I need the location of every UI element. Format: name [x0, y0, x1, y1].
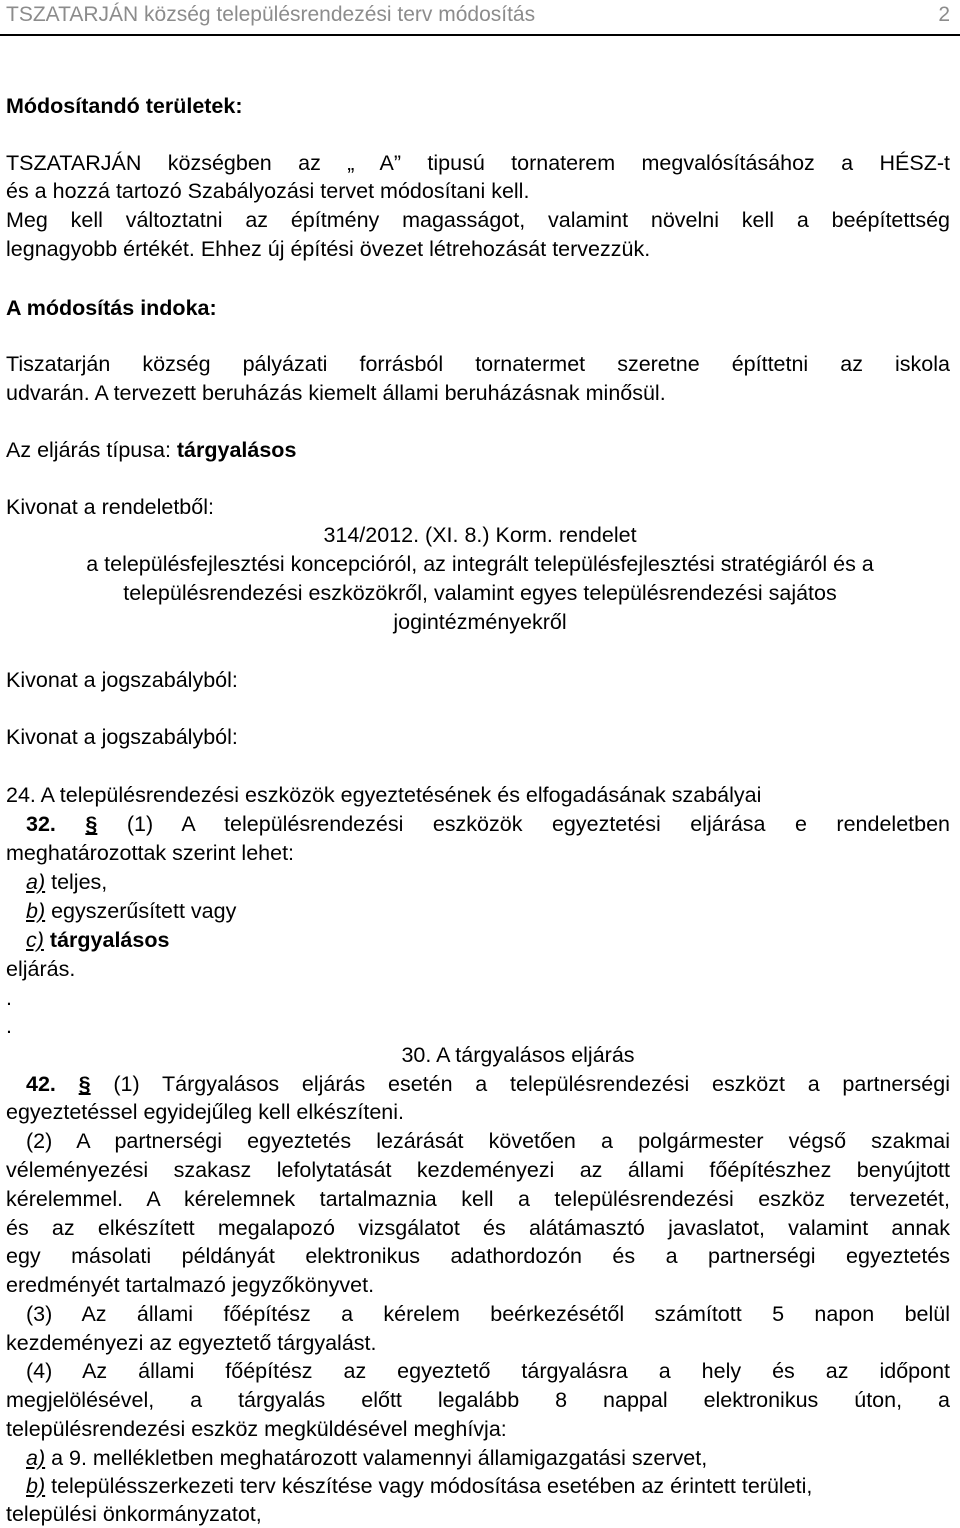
list-marker: b): [26, 1474, 46, 1498]
list-text: tárgyalásos: [49, 928, 170, 952]
list-item-b: [26, 897, 950, 925]
regulation-subtitle: jogintézményekről: [393, 610, 567, 634]
paragraph-text: (1) A településrendezési eszközök egyeztetési eljárása e rendeletben: [126, 812, 950, 836]
paragraph-line: egy másolati példányát elektronikus adathordozón és a partnerségi egyeztetés: [6, 1244, 950, 1268]
section-heading-modositando: Módosítandó területek:: [6, 94, 243, 118]
paragraph-line: megjelölésével, a tárgyalás előtt legalább 8 nappal elektronikus úton, a: [6, 1388, 950, 1412]
paragraph-line: egyeztetéssel egyidejűleg kell elkészíteni.: [6, 1100, 404, 1124]
paragraph-line: (3) Az állami főépítész a kérelem beérkezésétől számított 5 napon belül: [26, 1302, 950, 1326]
paragraph-line: legnagyobb értékét. Ehhez új építési övezet létrehozását tervezzük.: [6, 237, 651, 261]
section-sign: §: [78, 1072, 91, 1096]
procedure-type-value: tárgyalásos: [176, 438, 297, 462]
law-chapter-heading: 30. A tárgyalásos eljárás: [401, 1043, 635, 1067]
paragraph-line: Meg kell változtatni az építmény magasságot, valamint növelni kell a beépítettség: [6, 208, 950, 232]
procedure-type: [6, 436, 950, 464]
paragraph-line: kérelemmel. A kérelemnek tartalmaznia kell a településrendezési eszköz tervezetét,: [6, 1187, 950, 1211]
procedure-type-label: Az eljárás típusa:: [6, 438, 177, 462]
extract-label: Kivonat a jogszabályból:: [6, 668, 238, 692]
list-text: egyszerűsített vagy: [45, 899, 237, 923]
paragraph-number: 32.: [26, 812, 56, 836]
paragraph-number: 42.: [26, 1072, 56, 1096]
list-marker: c): [26, 928, 44, 952]
document-title: TSZATARJÁN község településrendezési terv módosítás: [6, 3, 536, 26]
list-text: településszerkezeti terv készítése vagy módosítása esetében az érintett területi,: [45, 1474, 813, 1498]
list-marker: a): [26, 870, 46, 894]
regulation-title: 314/2012. (XI. 8.) Korm. rendelet: [323, 523, 637, 547]
extract-label: Kivonat a rendeletből:: [6, 495, 214, 519]
list-text: a 9. mellékletben meghatározott valamennyi államigazgatási szervet,: [45, 1446, 708, 1470]
list-item-c: [26, 926, 950, 954]
list-item-a: [26, 1444, 950, 1472]
ellipsis-dot: .: [6, 986, 12, 1010]
paragraph-line: meghatározottak szerint lehet:: [6, 841, 295, 865]
section-sign: §: [85, 812, 98, 836]
paragraph-line: eredményét tartalmazó jegyzőkönyvet.: [6, 1273, 375, 1297]
paragraph-line: (4) Az állami főépítész az egyeztető tárgyalásra a hely és az időpont: [26, 1359, 950, 1383]
list-item-a: [26, 868, 950, 896]
paragraph-line: Tiszatarján község pályázati forrásból tornatermet szeretne építtetni az iskola: [6, 352, 950, 376]
paragraph-42: [6, 1070, 950, 1098]
regulation-subtitle: a településfejlesztési koncepcióról, az integrált településfejlesztési stratégiáról és a: [86, 552, 874, 576]
paragraph-line: települési önkormányzatot,: [6, 1502, 262, 1526]
paragraph-line: kezdeményezi az egyeztető tárgyalást.: [6, 1331, 377, 1355]
paragraph-line: udvarán. A tervezett beruházás kiemelt állami beruházásnak minősül.: [6, 381, 666, 405]
page-header: [0, 0, 960, 36]
list-text: teljes,: [45, 870, 108, 894]
paragraph-32: [6, 810, 950, 838]
law-chapter-heading: 24. A településrendezési eszközök egyeztetésének és elfogadásának szabályai: [6, 783, 762, 807]
regulation-subtitle: településrendezési eszközökről, valamint egyes településrendezési sajátos: [123, 581, 837, 605]
list-marker: b): [26, 899, 46, 923]
paragraph-line: véleményezési szakasz lefolytatását kezdeményezi az állami főépítészhez benyújtott: [6, 1158, 950, 1182]
paragraph-line: és a hozzá tartozó Szabályozási tervet módosítani kell.: [6, 179, 530, 203]
paragraph-line: eljárás.: [6, 957, 76, 981]
paragraph-line: (2) A partnerségi egyeztetés lezárását követően a polgármester végső szakmai: [26, 1129, 950, 1153]
ellipsis-dot: .: [6, 1014, 12, 1038]
extract-label: Kivonat a jogszabályból:: [6, 725, 238, 749]
paragraph-text: (1) Tárgyalásos eljárás esetén a településrendezési eszközt a partnerségi: [113, 1072, 950, 1096]
paragraph-line: településrendezési eszköz megküldésével meghívja:: [6, 1417, 507, 1441]
list-item-b: [26, 1472, 950, 1500]
section-heading-indoka: A módosítás indoka:: [6, 296, 217, 320]
paragraph-line: TSZATARJÁN községben az „ A” tipusú tornaterem megvalósításához a HÉSZ-t: [6, 151, 950, 175]
page-number: 2: [938, 3, 950, 26]
list-marker: a): [26, 1446, 46, 1470]
paragraph-line: és az elkészített megalapozó vizsgálatot és alátámasztó javaslatot, valamint annak: [6, 1216, 950, 1240]
